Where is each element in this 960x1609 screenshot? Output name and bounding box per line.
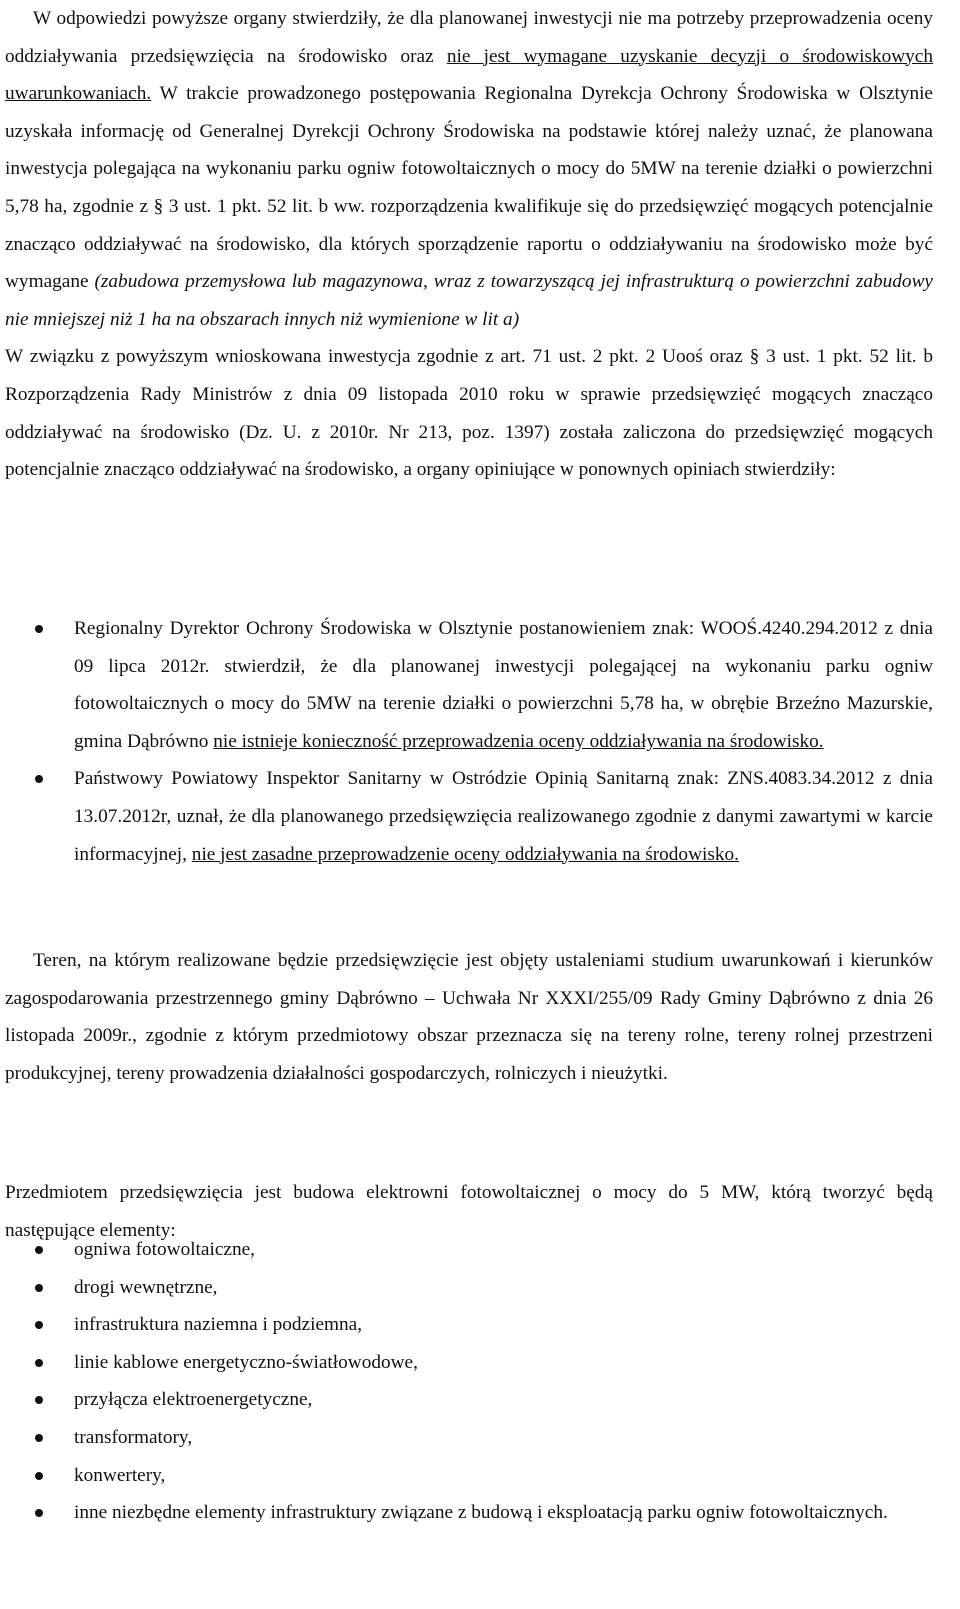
opinions-list: [74, 610, 933, 873]
bullet-icon: [35, 1434, 43, 1442]
list-item-text: drogi wewnętrzne,: [74, 1276, 218, 1298]
list-item: [74, 1494, 933, 1532]
list-item: [74, 1344, 933, 1382]
elements-list: [74, 1231, 933, 1532]
bullet-icon: [35, 1359, 43, 1367]
paragraph-text: W trakcie prowadzonego postępowania Regionalna Dyrekcja Ochrony Środowiska w Olsztynie uzyskała informację od Generalnej Dyrekcji Ochrony Środowiska na podstawie której należy uznać, że planowana inwestycja polegająca na wykonaniu parku ogniw fotowoltaicznych o mocy do 5MW na terenie działki o powierzchni 5,78 ha, zgodnie z § 3 ust. 1 pkt. 52 lit. b ww. rozporządzenia kwalifikuje się do przedsięwzięć mogących potencjalnie znacząco oddziaływać na środowisko, dla których sporządzenie raportu o oddziaływaniu na środowisko może być wymagane: [5, 83, 933, 293]
paragraph-text: W odpowiedzi powyższe organy stwierdziły, że dla planowanej inwestycji nie ma potrzeby przeprowadzenia oceny oddziaływania przedsięwzięcia na środowisko oraz: [5, 8, 933, 67]
bullet-icon: [35, 1284, 43, 1292]
bullet-icon: [35, 1396, 43, 1404]
italic-quote: (zabudowa przemysłowa lub magazynowa, wraz z towarzyszącą jej infrastrukturą o powierzchni zabudowy nie mniejszej niż 1 ha na obszarach innych niż wymienione w lit a): [5, 271, 933, 330]
bullet-icon: [35, 1509, 43, 1517]
list-item: [74, 1419, 933, 1457]
list-item-text: Regionalny Dyrektor Ochrony Środowiska w Olsztynie postanowieniem znak: WOOŚ.4240.294.2012 z dnia 09 lipca 2012r. stwierdził, że dla planowanej inwestycji polegającej na wykonaniu parku ogniw fotowoltaicznych o mocy do 5MW na terenie działki o powierzchni 5,78 ha, w obrębie Brzeźno Mazurskie, gmina Dąbrówno: [74, 618, 933, 752]
list-item-text: transformatory,: [74, 1426, 193, 1448]
list-item: [74, 760, 933, 873]
bullet-icon: [35, 775, 43, 783]
list-item: [74, 1381, 933, 1419]
bullet-icon: [35, 1321, 43, 1329]
list-item-text: infrastruktura naziemna i podziemna,: [74, 1314, 363, 1336]
paragraph-opinions-intro: [5, 0, 933, 489]
bullet-icon: [35, 625, 43, 633]
list-item-text: konwertery,: [74, 1464, 166, 1486]
list-item: [74, 1231, 933, 1269]
bullet-icon: [35, 1246, 43, 1254]
bullet-icon: [35, 1472, 43, 1480]
list-item-text: ogniwa fotowoltaiczne,: [74, 1239, 255, 1260]
paragraph-study: Teren, na którym realizowane będzie przedsięwzięcie jest objęty ustaleniami studium uwarunkowań i kierunków zagospodarowania przestrzennego gminy Dąbrówno – Uchwała Nr XXXI/255/09 Rady Gminy Dąbrówno z dnia 26 listopada 2009r., zgodnie z którym przedmiotowy obszar przeznacza się na tereny rolne, tereny rolnej przestrzeni produkcyjnej, tereny prowadzenia działalności gospodarczych, rolniczych i nieużytki.: [5, 950, 933, 1084]
list-item: [74, 1306, 933, 1344]
list-item-text: inne niezbędne elementy infrastruktury związane z budową i eksploatacją parku ogniw fotowoltaicznych.: [74, 1502, 888, 1524]
list-item-text: przyłącza elektroenergetyczne,: [74, 1389, 313, 1411]
underlined-conclusion: nie jest zasadne przeprowadzenie oceny oddziaływania na środowisko.: [191, 843, 739, 865]
underlined-conclusion: nie jest wymagane uzyskanie decyzji o środowiskowych uwarunkowaniach.: [5, 45, 933, 105]
underlined-conclusion: nie istnieje konieczność przeprowadzenia oceny oddziaływania na środowisko.: [213, 730, 824, 752]
list-item-text: linie kablowe energetyczno-światłowodowe,: [74, 1351, 418, 1373]
list-item: [74, 610, 933, 760]
list-item-text: Państwowy Powiatowy Inspektor Sanitarny w Ostródzie Opinią Sanitarną znak: ZNS.4083.34.2012 z dnia 13.07.2012r, uznał, że dla planowanego przedsięwzięcia realizowanego zgodnie z danymi zawartymi w karcie informacyjnej,: [74, 768, 933, 865]
paragraph-text: W związku z powyższym wnioskowana inwestycja zgodnie z art. 71 ust. 2 pkt. 2 Uooś oraz § 3 ust. 1 pkt. 52 lit. b Rozporządzenia Rady Ministrów z dnia 09 listopada 2010 roku w sprawie przedsięwzięć mogących znacząco oddziaływać na środowisko (Dz. U. z 2010r. Nr 213, poz. 1397) została zaliczona do przedsięwzięć mogących potencjalnie znacząco oddziaływać na środowisko, a organy opiniujące w ponownych opiniach stwierdziły:: [5, 346, 933, 481]
paragraph-project-scope: Przedmiotem przedsięwzięcia jest budowa elektrowni fotowoltaicznej o mocy do 5 MW, którą tworzyć będą następujące elementy:: [5, 1182, 933, 1241]
list-item: [74, 1457, 933, 1495]
list-item: [74, 1269, 933, 1307]
